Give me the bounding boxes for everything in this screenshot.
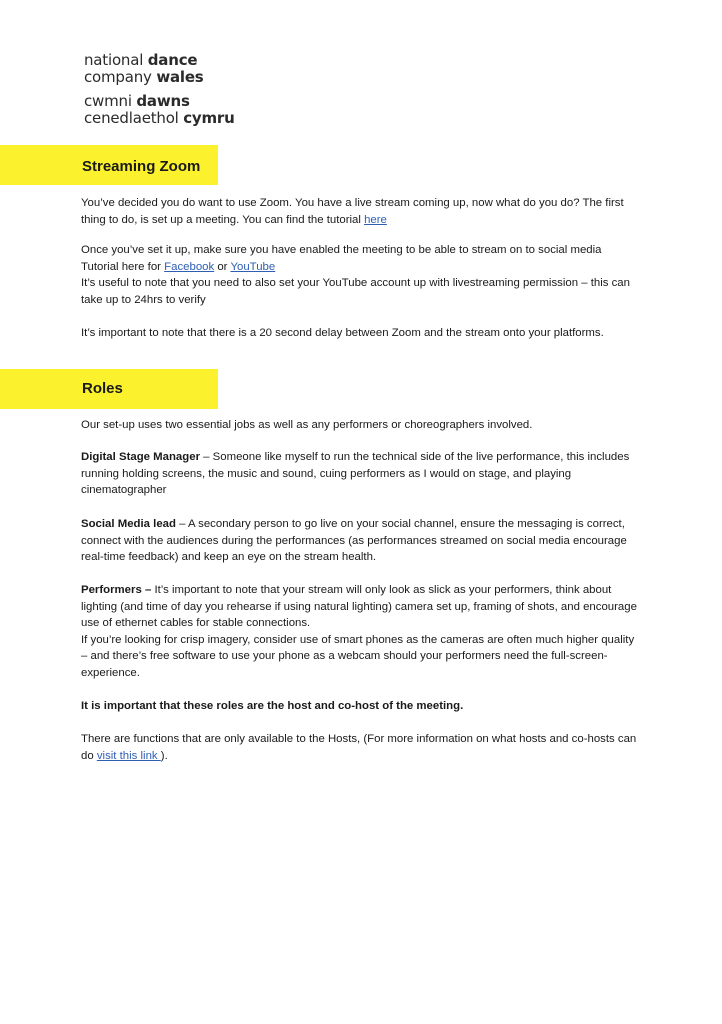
role-performers: Performers – It’s important to note that your stream will only look as slick as your performers, think about lighting (and time of day you rehearse if using natural lighting) camera set up, framing of shots, and encourage use of ethernet cables for stable connections. If you’re looking for crisp imagery, consider use of smart phones as the cameras are often much higher quality – and there’s free software to use your phone as a webcam should your performers need the full-screen-experience. bbox=[81, 584, 637, 679]
facebook-link[interactable]: Facebook bbox=[164, 260, 215, 273]
role-social-media-lead: Social Media lead – A secondary person to go live on your social channel, ensure the messaging is correct, connect with the audiences during the performances (as performances streamed on social media encourage real-time feedback) and keep an eye on the stream health. bbox=[81, 518, 627, 563]
youtube-link[interactable]: YouTube bbox=[230, 260, 276, 273]
section-heading-text: Roles bbox=[82, 380, 123, 397]
roles-intro: Our set-up uses two essential jobs as well as any performers or choreographers involved. bbox=[81, 419, 533, 431]
tutorial-here-link[interactable]: here bbox=[364, 213, 387, 226]
roles-important-note: It is important that these roles are the host and co-host of the meeting. bbox=[81, 700, 464, 712]
section-heading-streaming-zoom bbox=[0, 145, 218, 185]
logo-line-3: cwmni dawns bbox=[84, 92, 190, 110]
streaming-paragraph-2: Once you’ve set it up, make sure you have enabled the meeting to be able to stream on to social media Tutorial here for Facebook or YouTube It’s useful to note that you need to also set your YouTube account up with livestreaming permission – this can take up to 24hrs to verify bbox=[81, 244, 630, 306]
logo-line-2: company wales bbox=[84, 68, 204, 86]
streaming-paragraph-3: It’s important to note that there is a 20 second delay between Zoom and the stream onto your platforms. bbox=[81, 327, 604, 339]
streaming-paragraph-1: You’ve decided you do want to use Zoom. You have a live stream coming up, now what do you do? The first thing to do, is set up a meeting. You can find the tutorial here bbox=[81, 197, 624, 226]
logo-line-4: cenedlaethol cymru bbox=[84, 109, 235, 127]
role-digital-stage-manager: Digital Stage Manager – Someone like myself to run the technical side of the live performance, this includes running holding screens, the music and sound, cuing performers as I would on stage, and playing cinematographer bbox=[81, 451, 630, 496]
section-heading-text: Streaming Zoom bbox=[82, 158, 201, 175]
company-logo bbox=[84, 52, 235, 127]
section-heading-roles bbox=[0, 369, 218, 409]
logo-line-1: national dance bbox=[84, 51, 198, 69]
visit-this-link[interactable]: visit this link bbox=[96, 749, 161, 762]
hosts-paragraph: There are functions that are only available to the Hosts, (For more information on what hosts and co-hosts can do visit this link ). bbox=[81, 733, 637, 762]
